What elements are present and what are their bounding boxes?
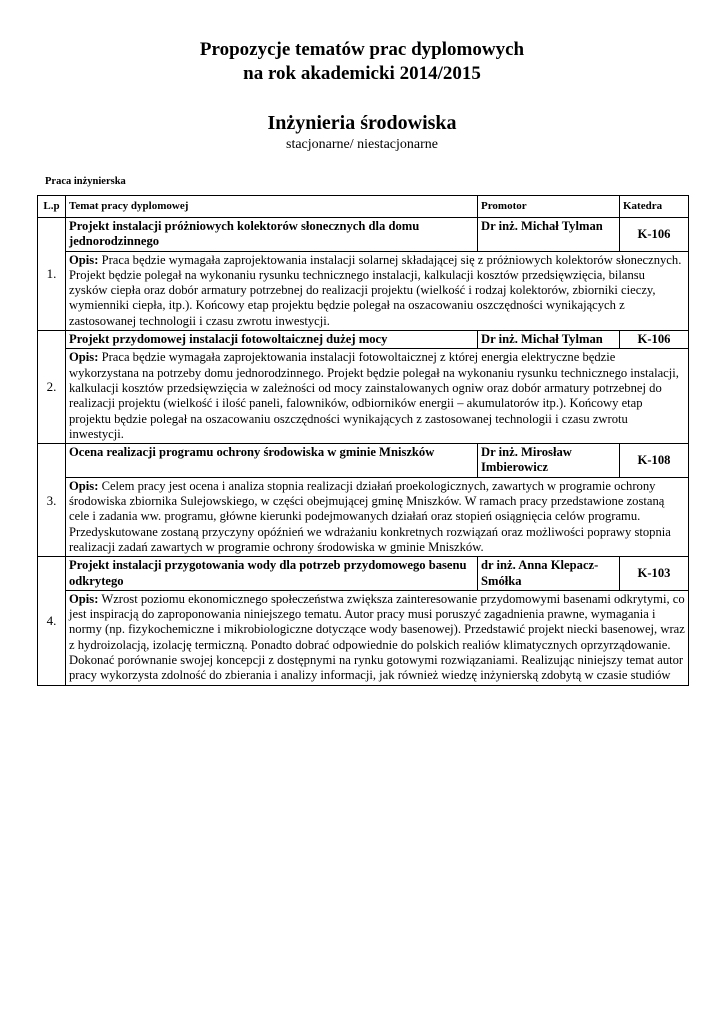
opis-text: Wzrost poziomu ekonomicznego społeczeństwa zwiększa zainteresowanie przydomowymi basenami odkrytymi, co jest inspiracją do zaproponowania niniejszego tematu. Autor pracy musi poruszyć zagadnienia prawne, wymagania i normy (np. fizykochemiczne i mikrobiologiczne dotyczące wody basenowej). Przedstawić projekt niecki basenowej, wraz z hydroizolacją, izolację termiczną. Ponadto dobrać odpowiednie do polskich realiów klimatycznych oprzyrządowanie. Dokonać porównanie swojej koncepcji z dostępnymi na rynku gotowymi rozwiązaniami. Realizując niniejszy temat autor pracy wykorzysta zdolność do zbierania i analizy informacji, jak również wiedzę inżynierską zdobytą w czasie studiów xyxy=(69,591,685,683)
table-row-description xyxy=(38,251,689,330)
katedra-code: K-106 xyxy=(620,218,689,252)
opis-label: Opis: xyxy=(69,350,99,365)
row-number: 4. xyxy=(38,557,66,685)
promotor-name: dr inż. Anna Klepacz-Smółka xyxy=(478,557,620,591)
opis-label: Opis: xyxy=(69,478,99,493)
promotor-name: Dr inż. Michał Tylman xyxy=(478,218,620,252)
table-row xyxy=(38,331,689,349)
opis-text: Praca będzie wymagała zaprojektowania instalacji fotowoltaicznej z której energia elektryczne będzie wykorzystana na potrzeby domu jednorodzinnego. Projekt będzie polegał na wykonaniu rysunku technicznego instalacji, kalkulacji kosztów przedsięwzięcia w zależności od mocy zainstalowanych ogniw oraz dobór armatury potrzebnej do realizacji projektu (wielkość i ilość paneli, falowników, odbiorników energii – akumulatorów itp.). Końcowy etap projektu będzie polegał na oszacowaniu oszczędności wynikających z zastosowanej technologii i czasu zwrotu inwestycji. xyxy=(69,350,679,441)
document-title-line2: na rok akademicki 2014/2015 xyxy=(243,63,481,84)
thesis-topics-table xyxy=(37,195,689,686)
table-row xyxy=(38,557,689,591)
opis-label: Opis: xyxy=(69,252,99,267)
table-row xyxy=(38,218,689,252)
topic-description xyxy=(66,477,689,556)
topic-title: Projekt przydomowej instalacji fotowoltaicznej dużej mocy xyxy=(66,331,478,349)
opis-text: Celem pracy jest ocena i analiza stopnia realizacji działań proekologicznych, zawartych w programie ochrony środowiska zbiornika Sulejowskiego, w części obejmującej gminę Mniszków. W ramach pracy przedstawione zostaną cele i zadania ww. programu, główne kierunki podejmowanych działań oraz stopień osiągnięcia celów programu. Przedyskutowane zostaną przyczyny opóźnień we wdrażaniu konkretnych rozwiązań oraz możliwości poprawy stopnia realizacji zadań zawartych w programie ochrony środowiska w gminie Mniszków. xyxy=(69,478,671,554)
katedra-code: K-106 xyxy=(620,331,689,349)
header-topic: Temat pracy dyplomowej xyxy=(66,196,478,218)
table-header-row xyxy=(38,196,689,218)
header-katedra: Katedra xyxy=(620,196,689,218)
header-lp: L.p xyxy=(38,196,66,218)
section-label: Praca inżynierska xyxy=(45,176,126,187)
row-number: 2. xyxy=(38,331,66,444)
table-row-description xyxy=(38,349,689,444)
topic-title: Projekt instalacji przygotowania wody dla potrzeb przydomowego basenu odkrytego xyxy=(66,557,478,591)
katedra-code: K-103 xyxy=(620,557,689,591)
table-row-description xyxy=(38,590,689,685)
opis-text: Praca będzie wymagała zaprojektowania instalacji solarnej składającej się z próżniowych kolektorów słonecznych. Projekt będzie polegał na wykonaniu rysunku technicznego instalacji, kalkulacji kosztów przedsięwzięcia, bilansu zysków ciepła oraz dobór armatury potrzebnej do realizacji projektu (wielkość i rodzaj kolektorów, zbiorniki cieczy, wymienniki ciepła, itp.). Końcowy etap projektu będzie polegał na oszacowaniu oszczędności wynikających z zastosowanej technologii i czasu zwrotu inwestycji. xyxy=(69,252,682,328)
topic-description xyxy=(66,349,689,444)
field-of-study-heading: Inżynieria środowiska xyxy=(267,112,457,134)
topic-description xyxy=(66,590,689,685)
topic-title: Projekt instalacji próżniowych kolektorów słonecznych dla domu jednorodzinnego xyxy=(66,218,478,252)
opis-label: Opis: xyxy=(69,591,99,606)
document-title-line1: Propozycje tematów prac dyplomowych xyxy=(199,39,525,60)
row-number: 3. xyxy=(38,444,66,557)
promotor-name: Dr inż. Mirosław Imbierowicz xyxy=(478,444,620,478)
table-row xyxy=(38,444,689,478)
study-mode-subtitle: stacjonarne/ niestacjonarne xyxy=(286,137,438,152)
katedra-code: K-108 xyxy=(620,444,689,478)
topic-description xyxy=(66,251,689,330)
topic-title: Ocena realizacji programu ochrony środowiska w gminie Mniszków xyxy=(66,444,478,478)
promotor-name: Dr inż. Michał Tylman xyxy=(478,331,620,349)
table-row-description xyxy=(38,477,689,556)
header-promotor: Promotor xyxy=(478,196,620,218)
row-number: 1. xyxy=(38,218,66,331)
